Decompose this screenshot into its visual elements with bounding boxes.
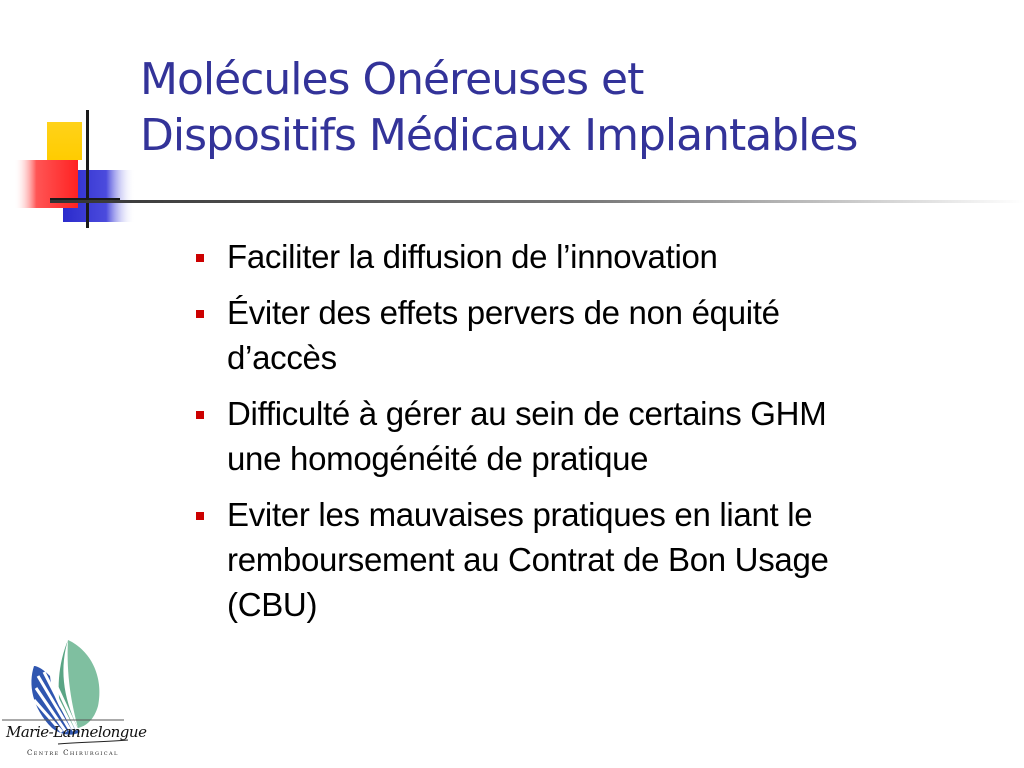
bullet-item <box>196 492 986 627</box>
bullet-line: (CBU) <box>227 586 318 623</box>
bullet-square-icon <box>196 411 204 419</box>
bullet-square-icon <box>196 512 204 520</box>
yellow-square <box>47 122 82 160</box>
bullet-item <box>196 290 986 380</box>
bullet-line: d’accès <box>227 339 337 376</box>
title-line: Dispositifs Médicaux Implantables <box>140 110 858 161</box>
bullet-item <box>196 234 986 279</box>
title-underline <box>50 200 1024 203</box>
bullet-line: une homogénéité de pratique <box>227 440 649 477</box>
logo-name: Marie-Lannelongue <box>6 723 147 741</box>
title-line: Molécules Onéreuses et <box>140 54 644 105</box>
logo-green-leaf <box>68 640 100 728</box>
bullet-item <box>196 391 986 481</box>
slide-title <box>140 52 1010 164</box>
bullet-list <box>196 234 986 638</box>
bullet-line: Éviter des effets pervers de non équité <box>227 294 780 331</box>
vertical-line <box>86 110 89 228</box>
logo-subtitle: Centre Chirurgical <box>27 749 119 757</box>
bullet-line: Eviter les mauvaises pratiques en liant le <box>227 496 813 533</box>
bullet-line: remboursement au Contrat de Bon Usage <box>227 541 829 578</box>
bullet-line: Faciliter la diffusion de l’innovation <box>227 238 718 275</box>
bullet-square-icon <box>196 254 204 262</box>
bullet-line: Difficulté à gérer au sein de certains GHM <box>227 395 827 432</box>
bullet-square-icon <box>196 310 204 318</box>
